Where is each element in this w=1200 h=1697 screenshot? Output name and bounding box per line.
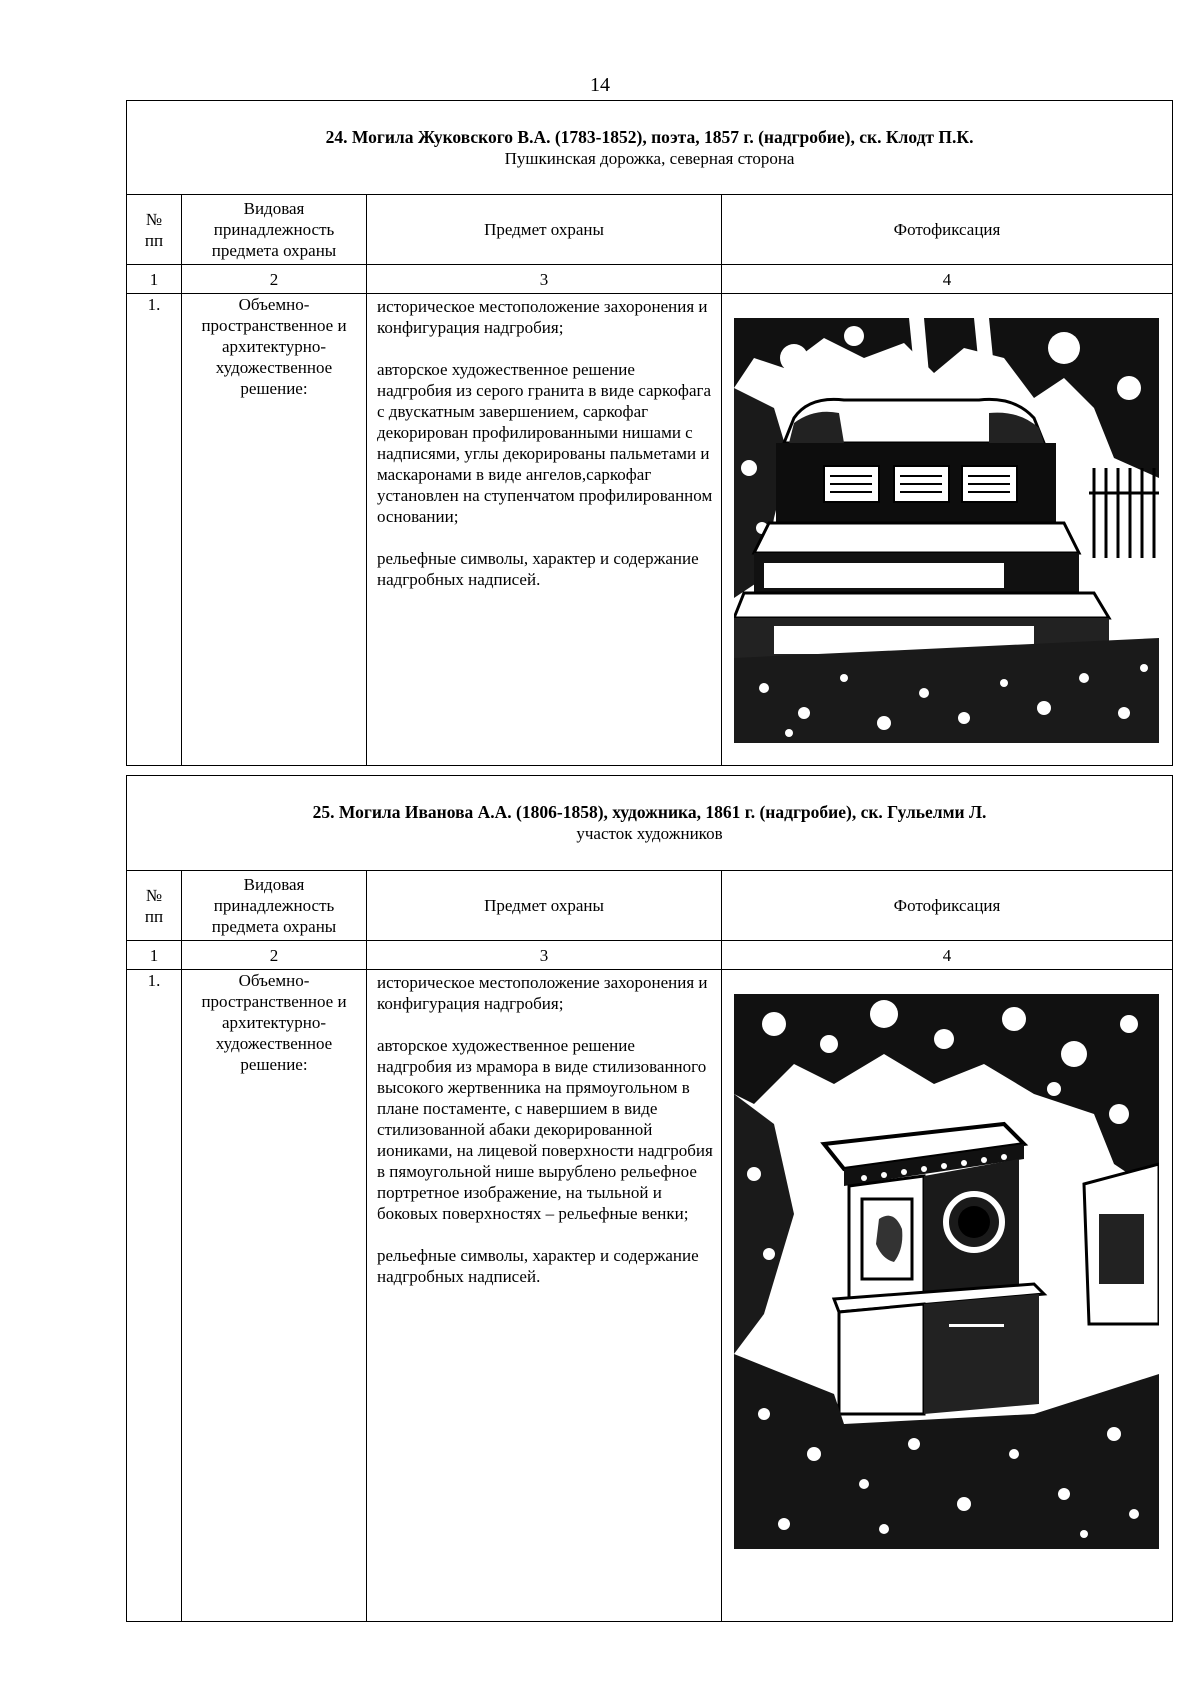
col-number-2: 2	[182, 265, 367, 294]
row-number: 1.	[127, 970, 182, 1622]
header-type: Видовая принадлежность предмета охраны	[182, 195, 367, 265]
section-title: 24. Могила Жуковского В.А. (1783-1852), поэта, 1857 г. (надгробие), ск. Клодт П.К.	[325, 126, 974, 147]
section-title-cell	[127, 776, 1173, 871]
row-photo-cell	[722, 294, 1173, 766]
section-subtitle: Пушкинская дорожка, северная сторона	[504, 148, 795, 168]
col-number-4: 4	[722, 941, 1173, 970]
monument-table-24	[126, 100, 1173, 766]
col-number-3: 3	[367, 941, 722, 970]
header-subject: Предмет охраны	[367, 871, 722, 941]
subject-paragraph: историческое местоположение захоронения и конфигурация надгробия;	[377, 973, 708, 1013]
row-type: Объемно-пространственное и архитектурно-художественное решение:	[182, 294, 367, 766]
section-title: 25. Могила Иванова А.А. (1806-1858), художника, 1861 г. (надгробие), ск. Гульелми Л.	[312, 802, 987, 822]
photo-sarcophagus	[734, 318, 1162, 743]
subject-paragraph: авторское художественное решение надгробия из серого гранита в виде саркофага с двускатным завершением, саркофаг декорирован профилированными нишами с надписями, углы декорированы пальметами и маскаронами в виде ангелов,саркофаг установлен на ступенчатом профилированном основании;	[377, 360, 713, 526]
monument-table-25	[126, 775, 1173, 1622]
row-photo-cell	[722, 970, 1173, 1622]
page-number: 14	[590, 74, 610, 96]
subject-paragraph: рельефные символы, характер и содержание надгробных надписей.	[377, 1246, 699, 1286]
header-number: № пп	[127, 195, 182, 265]
subject-paragraph: авторское художественное решение надгробия из мрамора в виде стилизованного высокого жертвенника на прямоугольном в плане постаменте, с навершием в виде стилизованной абаки декорированной иониками, на лицевой поверхности надгробия в пямоугольной нише вырублено рельефное портретное изображение, на тыльной и боковых поверхностях – рельефные венки;	[377, 1036, 713, 1223]
photo-altar-monument	[734, 994, 1162, 1549]
header-photo: Фотофиксация	[722, 871, 1173, 941]
header-type: Видовая принадлежность предмета охраны	[182, 871, 367, 941]
col-number-1: 1	[127, 265, 182, 294]
row-type: Объемно-пространственное и архитектурно-художественное решение:	[182, 970, 367, 1622]
row-subject	[367, 970, 722, 1622]
row-number: 1.	[127, 294, 182, 766]
section-subtitle: участок художников	[576, 824, 723, 843]
col-number-1: 1	[127, 941, 182, 970]
col-number-2: 2	[182, 941, 367, 970]
subject-paragraph: рельефные символы, характер и содержание надгробных надписей.	[377, 549, 699, 589]
subject-paragraph: историческое местоположение захоронения и конфигурация надгробия;	[377, 297, 708, 337]
row-subject	[367, 294, 722, 766]
header-number: № пп	[127, 871, 182, 941]
header-subject: Предмет охраны	[367, 195, 722, 265]
section-title-cell	[127, 101, 1173, 195]
col-number-4: 4	[722, 265, 1173, 294]
col-number-3: 3	[367, 265, 722, 294]
header-photo: Фотофиксация	[722, 195, 1173, 265]
